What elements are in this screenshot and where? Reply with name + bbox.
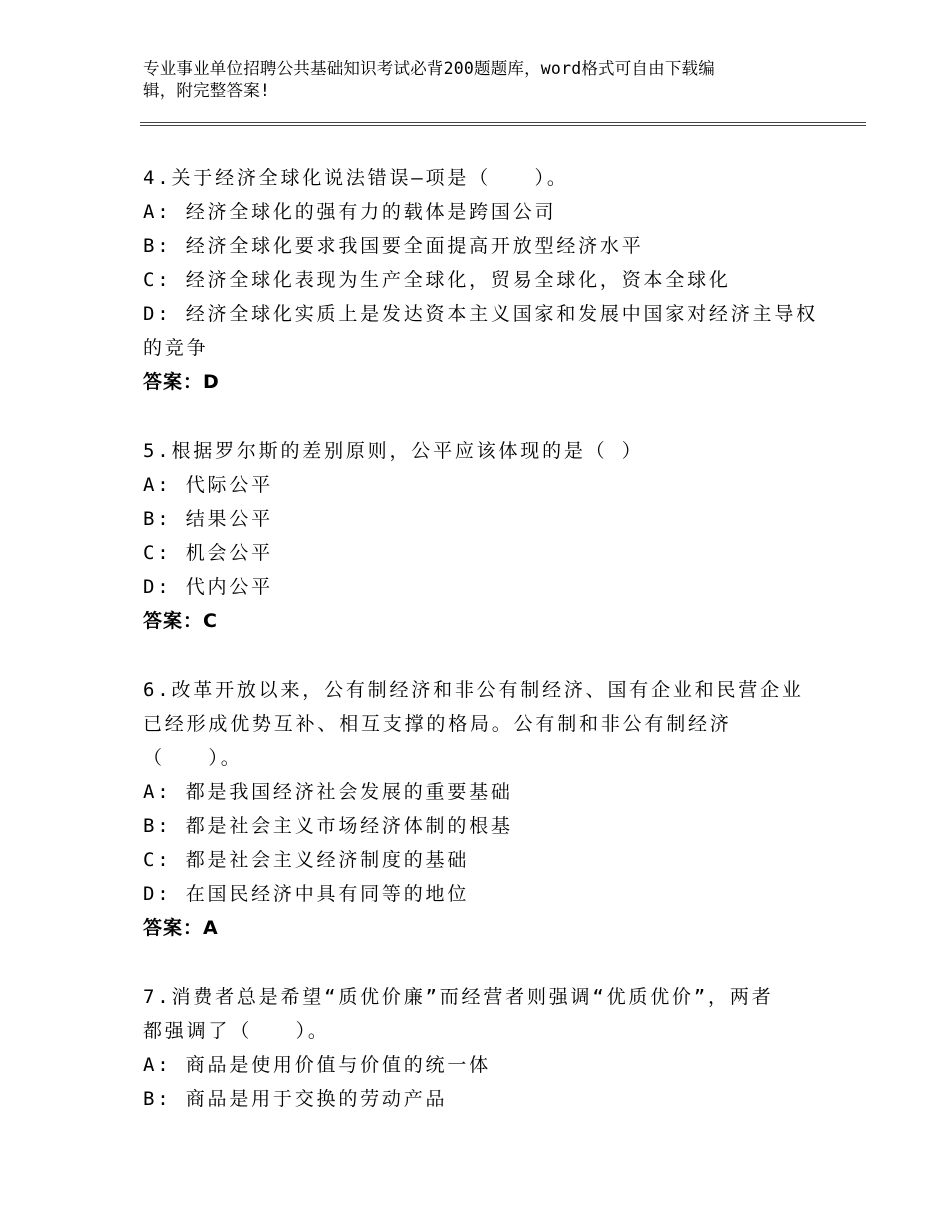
option-b: B: 商品是用于交换的劳动产品 [143, 1088, 448, 1110]
header-line: 辑，附完整答案! [143, 81, 271, 100]
option-a: A: 经济全球化的强有力的载体是跨国公司 [143, 201, 557, 223]
document-header [143, 58, 803, 102]
option-c: C: 都是社会主义经济制度的基础 [143, 849, 470, 871]
answer-label: 答案：A [143, 917, 219, 939]
question-stem: （ ）。 [143, 747, 243, 769]
header-line: 专业事业单位招聘公共基础知识考试必背200题题库，word格式可自由下载编 [143, 59, 715, 78]
question-stem: 都强调了（ ）。 [143, 1020, 330, 1042]
question-block [143, 434, 644, 638]
header-divider [140, 122, 866, 123]
option-a: A: 商品是使用价值与价值的统一体 [143, 1054, 491, 1076]
question-block [143, 980, 773, 1116]
answer-label: 答案：C [143, 610, 218, 632]
option-d: D: 经济全球化实质上是发达资本主义国家和发展中国家对经济主导权 [143, 303, 818, 325]
question-stem: 4.关于经济全球化说法错误—项是（ ）。 [143, 167, 569, 189]
option-c: C: 机会公平 [143, 542, 273, 564]
option-a: A: 代际公平 [143, 474, 273, 496]
question-stem: 5.根据罗尔斯的差别原则，公平应该体现的是（ ） [143, 440, 644, 462]
question-stem: 7.消费者总是希望“质优价廉”而经营者则强调“优质优价”，两者 [143, 986, 774, 1008]
option-d: D: 代内公平 [143, 576, 273, 598]
question-block [143, 161, 818, 399]
option-c: C: 经济全球化表现为生产全球化，贸易全球化，资本全球化 [143, 269, 731, 291]
question-stem: 已经形成优势互补、相互支撑的格局。公有制和非公有制经济 [143, 713, 732, 735]
option-d-continued: 的竞争 [143, 337, 209, 359]
header-divider [140, 125, 866, 126]
question-stem: 6.改革开放以来，公有制经济和非公有制经济、国有企业和民营企业 [143, 679, 804, 701]
option-d: D: 在国民经济中具有同等的地位 [143, 883, 470, 905]
option-a: A: 都是我国经济社会发展的重要基础 [143, 781, 513, 803]
question-block [143, 673, 804, 945]
answer-label: 答案：D [143, 371, 220, 393]
option-b: B: 经济全球化要求我国要全面提高开放型经济水平 [143, 235, 644, 257]
option-b: B: 结果公平 [143, 508, 273, 530]
option-b: B: 都是社会主义市场经济体制的根基 [143, 815, 513, 837]
